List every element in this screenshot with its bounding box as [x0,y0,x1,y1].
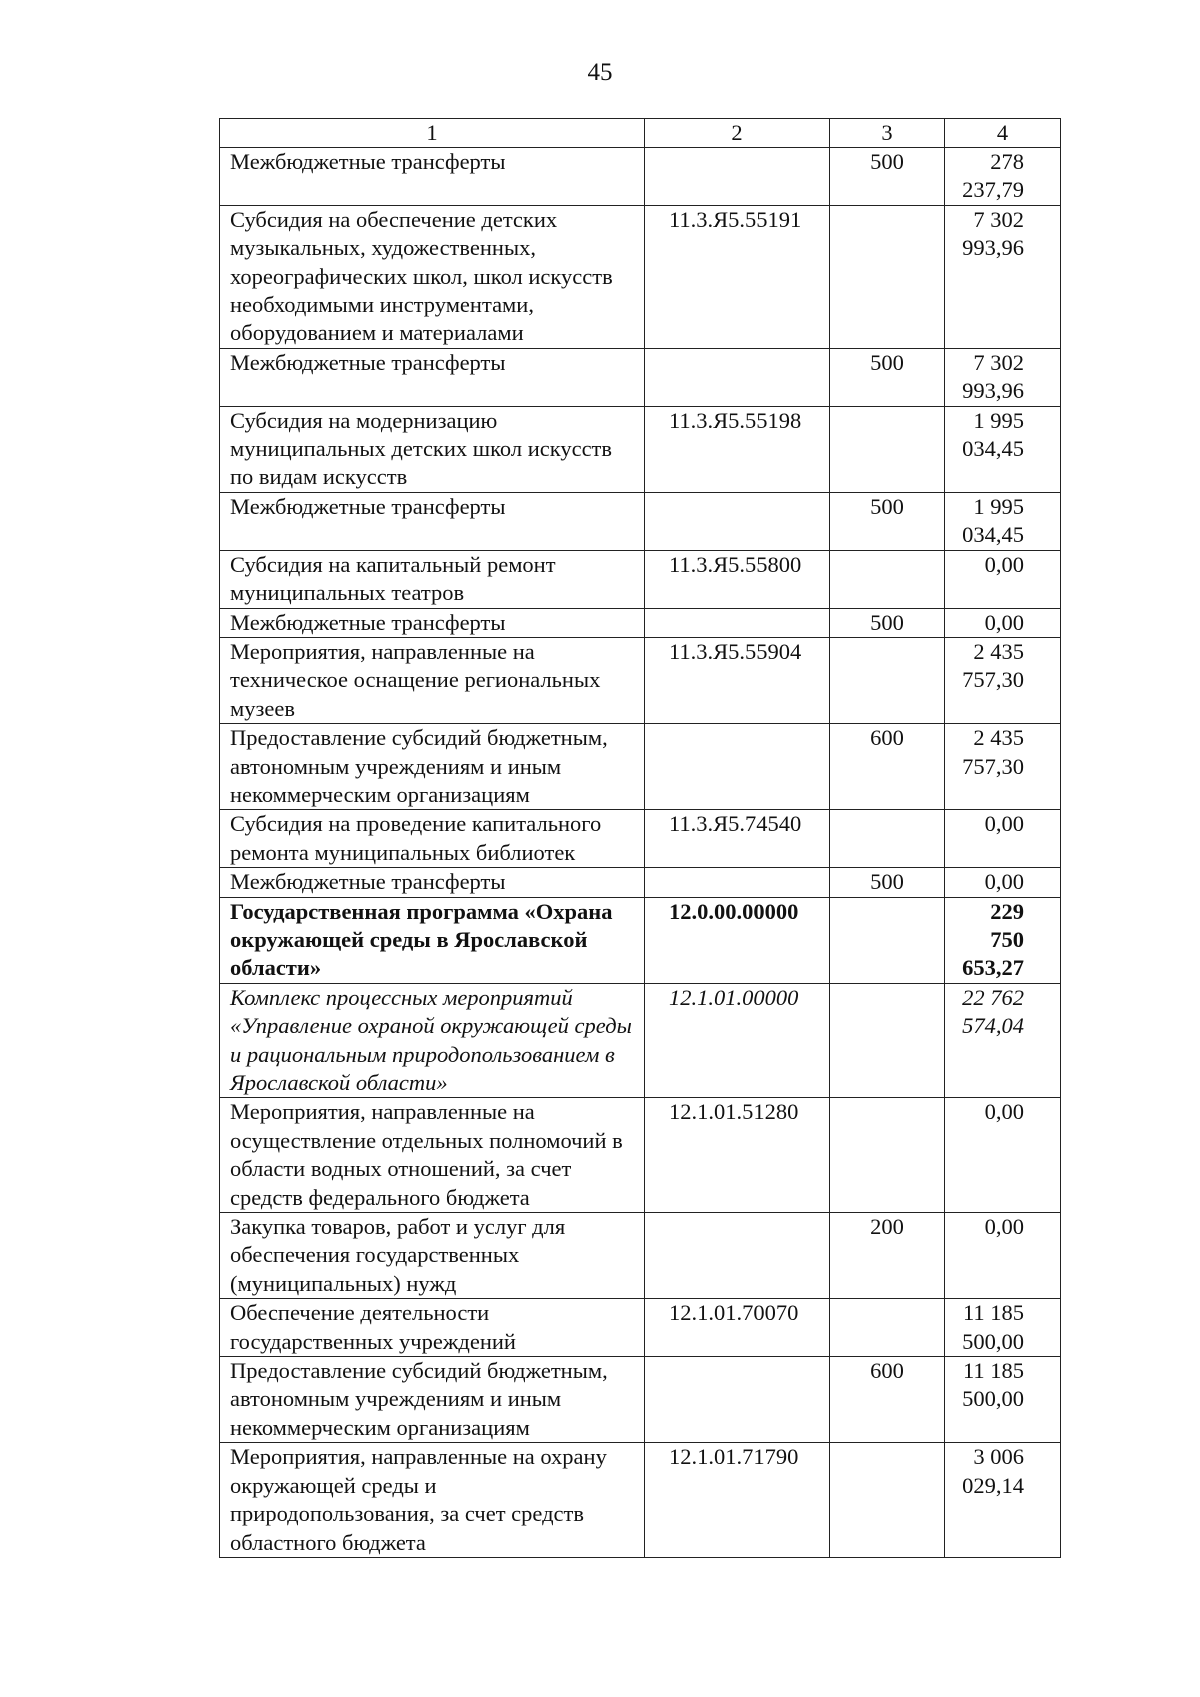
row-type-cell: 500 [830,868,945,897]
row-type-cell [830,637,945,723]
row-code-cell: 12.1.01.71790 [645,1443,830,1558]
table-row [220,897,1061,983]
table-row [220,205,1061,348]
row-amount-cell: 0,00 [945,868,1061,897]
row-type-cell [830,1443,945,1558]
header-col-2: 2 [645,119,830,148]
row-name-cell: Межбюджетные трансферты [220,348,645,406]
table-row [220,983,1061,1098]
row-name-cell: Субсидия на проведение капитального ремонта муниципальных библиотек [220,810,645,868]
row-amount-cell: 1 995 034,45 [945,492,1061,550]
row-amount-cell: 0,00 [945,608,1061,637]
row-type-cell [830,550,945,608]
row-name-cell: Государственная программа «Охрана окружающей среды в Ярославской области» [220,897,645,983]
row-code-cell [645,724,830,810]
row-type-cell: 600 [830,724,945,810]
table-row [220,1299,1061,1357]
row-code-cell: 11.3.Я5.55904 [645,637,830,723]
header-col-3: 3 [830,119,945,148]
row-name-cell: Субсидия на капитальный ремонт муниципальных театров [220,550,645,608]
row-name-cell: Мероприятия, направленные на техническое оснащение региональных музеев [220,637,645,723]
row-type-cell: 500 [830,348,945,406]
row-code-cell [645,1213,830,1299]
row-amount-cell: 11 185 500,00 [945,1299,1061,1357]
header-col-4: 4 [945,119,1061,148]
row-name-cell: Межбюджетные трансферты [220,868,645,897]
table-row [220,1213,1061,1299]
table-row [220,148,1061,206]
row-code-cell: 12.1.01.51280 [645,1098,830,1213]
budget-table [219,118,1061,1558]
row-name-cell: Предоставление субсидий бюджетным, автономным учреждениям и иным некоммерческим организациям [220,1357,645,1443]
row-type-cell [830,205,945,348]
row-amount-cell: 7 302 993,96 [945,205,1061,348]
row-name-cell: Обеспечение деятельности государственных учреждений [220,1299,645,1357]
row-code-cell: 11.3.Я5.74540 [645,810,830,868]
row-amount-cell: 278 237,79 [945,148,1061,206]
row-type-cell [830,1299,945,1357]
row-name-cell: Субсидия на модернизацию муниципальных детских школ искусств по видам искусств [220,406,645,492]
row-name-cell: Комплекс процессных мероприятий «Управление охраной окружающей среды и рациональным природопользованием в Ярославской области» [220,983,645,1098]
table-row [220,348,1061,406]
header-col-1: 1 [220,119,645,148]
table-row [220,637,1061,723]
row-code-cell: 12.1.01.70070 [645,1299,830,1357]
row-amount-cell: 0,00 [945,1213,1061,1299]
row-name-cell: Закупка товаров, работ и услуг для обеспечения государственных (муниципальных) нужд [220,1213,645,1299]
row-amount-cell: 11 185 500,00 [945,1357,1061,1443]
table-body [220,119,1061,1558]
row-amount-cell: 229 750 653,27 [945,897,1061,983]
table-row [220,1357,1061,1443]
row-code-cell: 12.1.01.00000 [645,983,830,1098]
row-type-cell: 200 [830,1213,945,1299]
row-amount-cell: 0,00 [945,550,1061,608]
row-type-cell [830,983,945,1098]
row-code-cell: 11.3.Я5.55800 [645,550,830,608]
row-amount-cell: 0,00 [945,1098,1061,1213]
row-code-cell [645,148,830,206]
row-type-cell: 500 [830,492,945,550]
row-amount-cell: 0,00 [945,810,1061,868]
row-code-cell: 11.3.Я5.55198 [645,406,830,492]
row-amount-cell: 7 302 993,96 [945,348,1061,406]
row-code-cell [645,492,830,550]
row-code-cell [645,1357,830,1443]
row-amount-cell: 2 435 757,30 [945,637,1061,723]
table-row [220,406,1061,492]
row-type-cell: 600 [830,1357,945,1443]
row-type-cell: 500 [830,148,945,206]
row-type-cell: 500 [830,608,945,637]
row-code-cell: 11.3.Я5.55191 [645,205,830,348]
row-name-cell: Мероприятия, направленные на осуществление отдельных полномочий в области водных отношений, за счет средств федерального бюджета [220,1098,645,1213]
table-row [220,492,1061,550]
table-row [220,1443,1061,1558]
table-row [220,550,1061,608]
row-name-cell: Мероприятия, направленные на охрану окружающей среды и природопользования, за счет средств областного бюджета [220,1443,645,1558]
page-number: 45 [587,59,613,86]
table-row [220,810,1061,868]
row-type-cell [830,406,945,492]
table-row [220,868,1061,897]
row-amount-cell: 22 762 574,04 [945,983,1061,1098]
row-amount-cell: 2 435 757,30 [945,724,1061,810]
row-code-cell [645,348,830,406]
table-row [220,1098,1061,1213]
table-row [220,608,1061,637]
row-name-cell: Субсидия на обеспечение детских музыкальных, художественных, хореографических школ, школ искусств необходимыми инструментами, оборудованием и материалами [220,205,645,348]
row-type-cell [830,1098,945,1213]
row-name-cell: Межбюджетные трансферты [220,148,645,206]
row-amount-cell: 3 006 029,14 [945,1443,1061,1558]
row-code-cell [645,868,830,897]
row-type-cell [830,897,945,983]
row-name-cell: Предоставление субсидий бюджетным, автономным учреждениям и иным некоммерческим организациям [220,724,645,810]
row-type-cell [830,810,945,868]
table-row [220,724,1061,810]
row-name-cell: Межбюджетные трансферты [220,608,645,637]
table-header-row [220,119,1061,148]
row-code-cell: 12.0.00.00000 [645,897,830,983]
row-name-cell: Межбюджетные трансферты [220,492,645,550]
row-amount-cell: 1 995 034,45 [945,406,1061,492]
row-code-cell [645,608,830,637]
